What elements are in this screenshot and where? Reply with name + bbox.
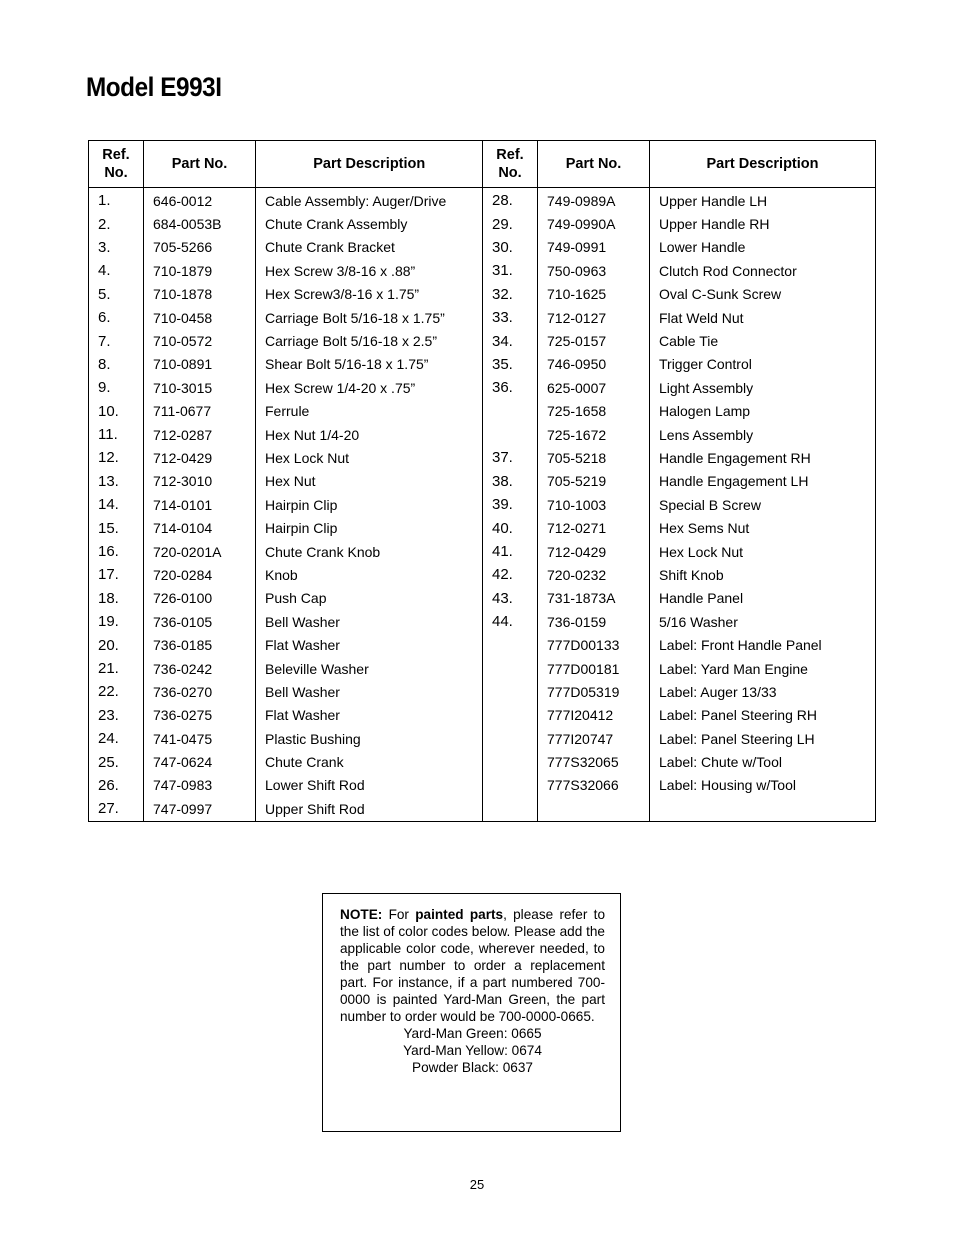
ref-cell: 9. xyxy=(89,376,144,399)
table-header-row xyxy=(89,141,483,188)
table-row xyxy=(89,540,483,563)
table-row xyxy=(89,212,483,235)
part-number-cell: 750-0963 xyxy=(538,259,650,282)
part-number-cell: 720-0284 xyxy=(144,563,256,586)
ref-cell: 12. xyxy=(89,446,144,469)
part-description-cell: Label: Panel Steering LH xyxy=(650,727,876,750)
part-description-cell: Plastic Bushing xyxy=(256,727,483,750)
part-description-cell: Label: Auger 13/33 xyxy=(650,680,876,703)
part-description-cell: Label: Housing w/Tool xyxy=(650,774,876,797)
ref-header: Ref. No. xyxy=(483,141,538,188)
part-number-cell: 747-0983 xyxy=(144,774,256,797)
ref-cell: 30. xyxy=(483,236,538,259)
table-row xyxy=(483,516,876,539)
part-description-cell: Chute Crank Knob xyxy=(256,540,483,563)
part-description-cell: Knob xyxy=(256,563,483,586)
part-number-cell: 712-0429 xyxy=(144,446,256,469)
part-number-cell: 714-0101 xyxy=(144,493,256,516)
table-row xyxy=(483,329,876,352)
part-number-cell: 777I20412 xyxy=(538,704,650,727)
table-row xyxy=(483,376,876,399)
part-number-cell: 705-5266 xyxy=(144,236,256,259)
part-description-cell: Cable Assembly: Auger/Drive xyxy=(256,188,483,213)
part-number-cell: 777D00133 xyxy=(538,633,650,656)
table-row xyxy=(89,493,483,516)
table-row xyxy=(89,516,483,539)
part-number-cell: 725-1658 xyxy=(538,400,650,423)
ref-cell: 44. xyxy=(483,610,538,633)
table-row xyxy=(483,657,876,680)
part-description-cell: Flat Washer xyxy=(256,704,483,727)
part-number-cell: 712-0271 xyxy=(538,516,650,539)
table-row xyxy=(483,680,876,703)
part-description-cell: Label: Chute w/Tool xyxy=(650,750,876,773)
table-row xyxy=(89,188,483,213)
part-number-cell: 725-1672 xyxy=(538,423,650,446)
part-description-cell: Ferrule xyxy=(256,400,483,423)
part-number-cell: 712-0287 xyxy=(144,423,256,446)
ref-cell: 4. xyxy=(89,259,144,282)
part-number-cell: 747-0997 xyxy=(144,797,256,821)
table-row xyxy=(483,188,876,213)
ref-cell: 24. xyxy=(89,727,144,750)
ref-cell: 8. xyxy=(89,353,144,376)
part-header: Part No. xyxy=(538,141,650,188)
part-description-cell: Flat Weld Nut xyxy=(650,306,876,329)
part-description-cell: Hex Screw 1/4-20 x .75” xyxy=(256,376,483,399)
part-number-cell: 749-0990A xyxy=(538,212,650,235)
part-number-cell: 726-0100 xyxy=(144,587,256,610)
ref-cell: 38. xyxy=(483,470,538,493)
table-row xyxy=(483,633,876,656)
table-row xyxy=(483,283,876,306)
table-row xyxy=(483,470,876,493)
part-number-cell: 725-0157 xyxy=(538,329,650,352)
ref-cell: 19. xyxy=(89,610,144,633)
part-description-cell: Lower Handle xyxy=(650,236,876,259)
ref-cell: 29. xyxy=(483,212,538,235)
part-description-cell: Hex Lock Nut xyxy=(256,446,483,469)
ref-cell xyxy=(483,704,538,727)
desc-header: Part Description xyxy=(650,141,876,188)
part-description-cell: Lower Shift Rod xyxy=(256,774,483,797)
parts-table-right xyxy=(482,140,876,822)
ref-cell: 7. xyxy=(89,329,144,352)
table-row xyxy=(483,727,876,750)
page-number: 25 xyxy=(469,1177,485,1192)
part-number-cell: 710-0572 xyxy=(144,329,256,352)
table-row xyxy=(89,470,483,493)
ref-header: Ref. No. xyxy=(89,141,144,188)
ref-cell: 2. xyxy=(89,212,144,235)
ref-cell: 43. xyxy=(483,587,538,610)
ref-cell: 34. xyxy=(483,329,538,352)
part-number-cell: 710-3015 xyxy=(144,376,256,399)
part-number-cell: 710-1625 xyxy=(538,283,650,306)
part-number-cell: 777I20747 xyxy=(538,727,650,750)
table-row xyxy=(89,610,483,633)
ref-cell xyxy=(483,633,538,656)
note-text xyxy=(340,906,605,1025)
note-text-2: , please refer to the list of color codes below. Please add the applicable color code, wherever needed, to the part number to order a replacement part. For instance, if a part numbered 700-0000 is painted Yard-Man Green, the part number to order would be 700-0000-0665. xyxy=(340,907,605,1024)
table-row xyxy=(89,563,483,586)
ref-cell: 13. xyxy=(89,470,144,493)
part-number-cell: 712-3010 xyxy=(144,470,256,493)
ref-cell: 17. xyxy=(89,563,144,586)
part-number-cell: 736-0242 xyxy=(144,657,256,680)
part-number-cell: 710-1003 xyxy=(538,493,650,516)
part-number-cell: 705-5219 xyxy=(538,470,650,493)
color-code-green: Yard-Man Green: 0665 xyxy=(403,1026,542,1041)
left-table-body xyxy=(89,188,483,822)
part-description-cell: Chute Crank xyxy=(256,750,483,773)
part-description-cell: Handle Engagement RH xyxy=(650,446,876,469)
part-number-cell: 625-0007 xyxy=(538,376,650,399)
table-row xyxy=(89,236,483,259)
table-row xyxy=(89,727,483,750)
ref-cell: 3. xyxy=(89,236,144,259)
part-number-cell: 712-0127 xyxy=(538,306,650,329)
table-row xyxy=(483,610,876,633)
note-bold: painted parts xyxy=(415,907,504,922)
color-code-black: Powder Black: 0637 xyxy=(412,1060,533,1075)
part-description-cell: Halogen Lamp xyxy=(650,400,876,423)
table-row xyxy=(483,704,876,727)
part-number-cell: 746-0950 xyxy=(538,353,650,376)
part-number-cell: 710-1879 xyxy=(144,259,256,282)
table-row xyxy=(483,540,876,563)
ref-cell: 11. xyxy=(89,423,144,446)
ref-cell xyxy=(483,423,538,446)
table-row xyxy=(89,657,483,680)
part-number-cell: 747-0624 xyxy=(144,750,256,773)
ref-cell xyxy=(483,680,538,703)
part-number-cell: 777S32065 xyxy=(538,750,650,773)
part-description-cell: Lens Assembly xyxy=(650,423,876,446)
ref-cell xyxy=(483,774,538,797)
ref-cell: 27. xyxy=(89,797,144,821)
ref-cell: 18. xyxy=(89,587,144,610)
table-row xyxy=(89,633,483,656)
part-description-cell: Handle Engagement LH xyxy=(650,470,876,493)
part-description-cell: Label: Front Handle Panel xyxy=(650,633,876,656)
table-row xyxy=(89,259,483,282)
part-number-cell: 684-0053B xyxy=(144,212,256,235)
part-description-cell: Hex Screw3/8-16 x 1.75” xyxy=(256,283,483,306)
table-row xyxy=(483,774,876,797)
table-row xyxy=(483,259,876,282)
table-row xyxy=(89,750,483,773)
part-number-cell: 712-0429 xyxy=(538,540,650,563)
ref-cell: 16. xyxy=(89,540,144,563)
table-row xyxy=(483,750,876,773)
ref-cell: 32. xyxy=(483,283,538,306)
part-number-cell: 749-0989A xyxy=(538,188,650,213)
part-number-cell: 777S32066 xyxy=(538,774,650,797)
table-row xyxy=(89,446,483,469)
page-title: Model E993I xyxy=(86,72,222,102)
part-description-cell: Hex Lock Nut xyxy=(650,540,876,563)
table-row xyxy=(483,400,876,423)
part-description-cell: Beleville Washer xyxy=(256,657,483,680)
part-description-cell: Hex Sems Nut xyxy=(650,516,876,539)
ref-cell: 31. xyxy=(483,259,538,282)
part-number-cell: 720-0201A xyxy=(144,540,256,563)
ref-cell: 21. xyxy=(89,657,144,680)
table-row xyxy=(89,704,483,727)
ref-cell xyxy=(483,797,538,821)
part-number-cell: 741-0475 xyxy=(144,727,256,750)
part-description-cell: Upper Shift Rod xyxy=(256,797,483,821)
table-header-row xyxy=(483,141,876,188)
part-description-cell: Upper Handle LH xyxy=(650,188,876,213)
ref-cell: 25. xyxy=(89,750,144,773)
part-description-cell: Push Cap xyxy=(256,587,483,610)
ref-cell: 42. xyxy=(483,563,538,586)
ref-cell: 23. xyxy=(89,704,144,727)
part-number-cell: 710-1878 xyxy=(144,283,256,306)
table-row xyxy=(89,774,483,797)
part-description-cell: Chute Crank Bracket xyxy=(256,236,483,259)
ref-cell xyxy=(483,727,538,750)
part-description-cell: Handle Panel xyxy=(650,587,876,610)
part-number-cell: 736-0105 xyxy=(144,610,256,633)
desc-header: Part Description xyxy=(256,141,483,188)
table-row xyxy=(89,353,483,376)
part-description-cell: Hairpin Clip xyxy=(256,516,483,539)
table-row xyxy=(89,376,483,399)
ref-cell: 37. xyxy=(483,446,538,469)
ref-cell: 40. xyxy=(483,516,538,539)
table-row xyxy=(89,283,483,306)
table-row xyxy=(483,212,876,235)
table-row xyxy=(483,306,876,329)
part-description-cell: Bell Washer xyxy=(256,680,483,703)
part-number-cell: 736-0185 xyxy=(144,633,256,656)
part-number-cell: 710-0458 xyxy=(144,306,256,329)
part-description-cell: Flat Washer xyxy=(256,633,483,656)
part-number-cell: 777D00181 xyxy=(538,657,650,680)
ref-cell: 15. xyxy=(89,516,144,539)
ref-cell: 41. xyxy=(483,540,538,563)
part-description-cell: Carriage Bolt 5/16-18 x 1.75” xyxy=(256,306,483,329)
part-description-cell: Upper Handle RH xyxy=(650,212,876,235)
table-row xyxy=(483,563,876,586)
ref-cell: 33. xyxy=(483,306,538,329)
table-row xyxy=(483,353,876,376)
table-row xyxy=(89,306,483,329)
part-description-cell: Label: Panel Steering RH xyxy=(650,704,876,727)
ref-cell: 35. xyxy=(483,353,538,376)
note-label: NOTE: xyxy=(340,907,383,922)
part-description-cell: Shear Bolt 5/16-18 x 1.75” xyxy=(256,353,483,376)
part-description-cell: Hex Screw 3/8-16 x .88” xyxy=(256,259,483,282)
part-number-cell xyxy=(538,797,650,821)
table-row xyxy=(483,423,876,446)
part-description-cell xyxy=(650,797,876,821)
part-number-cell: 720-0232 xyxy=(538,563,650,586)
part-description-cell: Trigger Control xyxy=(650,353,876,376)
part-number-cell: 705-5218 xyxy=(538,446,650,469)
part-number-cell: 736-0159 xyxy=(538,610,650,633)
table-row xyxy=(483,446,876,469)
table-row xyxy=(483,587,876,610)
part-description-cell: Light Assembly xyxy=(650,376,876,399)
part-header: Part No. xyxy=(144,141,256,188)
note-text-1: For xyxy=(382,907,416,922)
part-number-cell: 710-0891 xyxy=(144,353,256,376)
part-description-cell: Clutch Rod Connector xyxy=(650,259,876,282)
part-number-cell: 736-0270 xyxy=(144,680,256,703)
part-description-cell: Carriage Bolt 5/16-18 x 2.5” xyxy=(256,329,483,352)
ref-cell: 20. xyxy=(89,633,144,656)
part-description-cell: Cable Tie xyxy=(650,329,876,352)
part-number-cell: 646-0012 xyxy=(144,188,256,213)
table-row xyxy=(89,400,483,423)
table-row xyxy=(89,423,483,446)
part-description-cell: Oval C-Sunk Screw xyxy=(650,283,876,306)
part-number-cell: 749-0991 xyxy=(538,236,650,259)
part-description-cell: Hex Nut 1/4-20 xyxy=(256,423,483,446)
part-number-cell: 714-0104 xyxy=(144,516,256,539)
part-number-cell: 736-0275 xyxy=(144,704,256,727)
table-row xyxy=(89,329,483,352)
ref-cell xyxy=(483,657,538,680)
ref-cell: 22. xyxy=(89,680,144,703)
ref-cell xyxy=(483,750,538,773)
ref-cell: 1. xyxy=(89,188,144,213)
part-description-cell: Shift Knob xyxy=(650,563,876,586)
ref-cell: 26. xyxy=(89,774,144,797)
table-row xyxy=(483,493,876,516)
part-description-cell: 5/16 Washer xyxy=(650,610,876,633)
ref-cell: 36. xyxy=(483,376,538,399)
ref-cell: 6. xyxy=(89,306,144,329)
table-row xyxy=(483,797,876,821)
part-description-cell: Hairpin Clip xyxy=(256,493,483,516)
part-number-cell: 777D05319 xyxy=(538,680,650,703)
ref-cell xyxy=(483,400,538,423)
ref-cell: 10. xyxy=(89,400,144,423)
ref-cell: 28. xyxy=(483,188,538,213)
part-number-cell: 711-0677 xyxy=(144,400,256,423)
part-description-cell: Chute Crank Assembly xyxy=(256,212,483,235)
painted-parts-note xyxy=(322,893,621,1132)
ref-cell: 5. xyxy=(89,283,144,306)
table-row xyxy=(89,587,483,610)
table-row xyxy=(89,797,483,821)
part-number-cell: 731-1873A xyxy=(538,587,650,610)
table-row xyxy=(89,680,483,703)
part-description-cell: Bell Washer xyxy=(256,610,483,633)
part-description-cell: Hex Nut xyxy=(256,470,483,493)
ref-cell: 39. xyxy=(483,493,538,516)
color-code-yellow: Yard-Man Yellow: 0674 xyxy=(403,1043,542,1058)
part-description-cell: Label: Yard Man Engine xyxy=(650,657,876,680)
part-description-cell: Special B Screw xyxy=(650,493,876,516)
ref-cell: 14. xyxy=(89,493,144,516)
right-table-body xyxy=(483,188,876,822)
table-row xyxy=(483,236,876,259)
parts-table-left xyxy=(88,140,483,822)
